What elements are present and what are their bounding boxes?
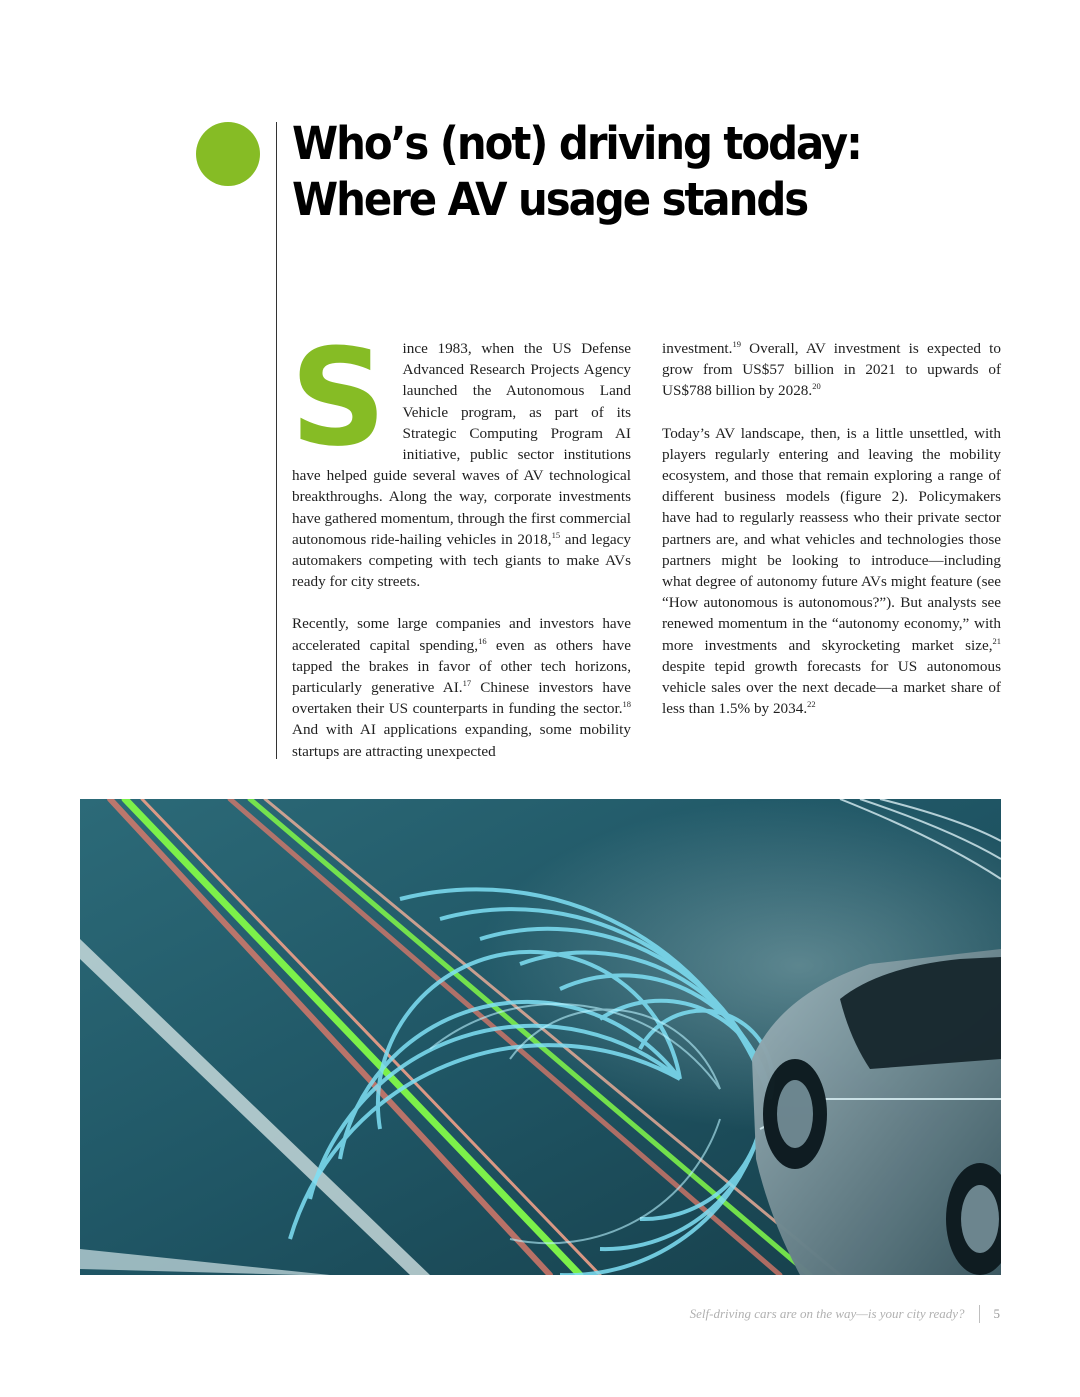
drop-cap: S	[290, 320, 387, 476]
page-title: Who’s (not) driving today: Where AV usage stands	[292, 117, 861, 226]
paragraph	[290, 320, 632, 592]
autonomous-car-illustration	[80, 799, 1001, 1275]
body-column-left	[290, 320, 632, 783]
page-footer	[690, 1305, 1000, 1323]
paragraph: investment.$^{19}$ Overall, AV investment is expected to grow from US$57 billion in 2021 to upwards of US$788 billion by 2028.20	[662, 339, 1001, 400]
paragraph: Recently, some large companies and investors have accelerated capital spending,$^{16}$ even as others have tapped the brakes in favor of other tech horizons, particularly generative AI.$^{17}$ Chinese investors have overtaken their US counterparts in funding the sector.$^{18}$ And with AI applications expanding, some mobility startups are attracting unexpected	[292, 615, 632, 760]
vertical-rule	[276, 122, 277, 759]
footer-divider	[979, 1305, 980, 1323]
page-number: 5	[993, 1306, 1000, 1321]
hero-illustration	[80, 799, 1001, 1275]
paragraph-text: ince 1983, when the US Defense Advanced Research Projects Agency launched the Autonomous Land Vehicle program, as part of its Strategic Computing Program AI initiative, public sector institutions have helped guide several waves of AV technological breakthroughs. Along the way, corporate investments have gathered momentum, through the first commercial autonomous ride-hailing vehicles in 2018,15 and legacy automakers competing with tech giants to make AVs ready for city streets.	[292, 340, 632, 591]
footer-text: Self-driving cars are on the way—is your city ready?	[689, 1306, 965, 1321]
body-column-right	[662, 338, 1001, 740]
green-circle-marker	[196, 122, 260, 186]
paragraph: Today’s AV landscape, then, is a little unsettled, with players regularly entering and leaving the mobility ecosystem, and those that remain exploring a range of different business models (figure 2). Policymakers have had to regularly reassess who their private sector partners are, and what vehicles and technologies those partners might be looking to introduce—including what degree of autonomy future AVs might feature (see “How autonomous is autonomous?”). But analysts see renewed momentum in the “autonomy economy,” with more investments and skyrocketing market size,$^{21}$ despite tepid growth forecasts for US autonomous vehicle sales over the next decade—a market share of less than 1.5% by 2034.22	[662, 424, 1001, 718]
